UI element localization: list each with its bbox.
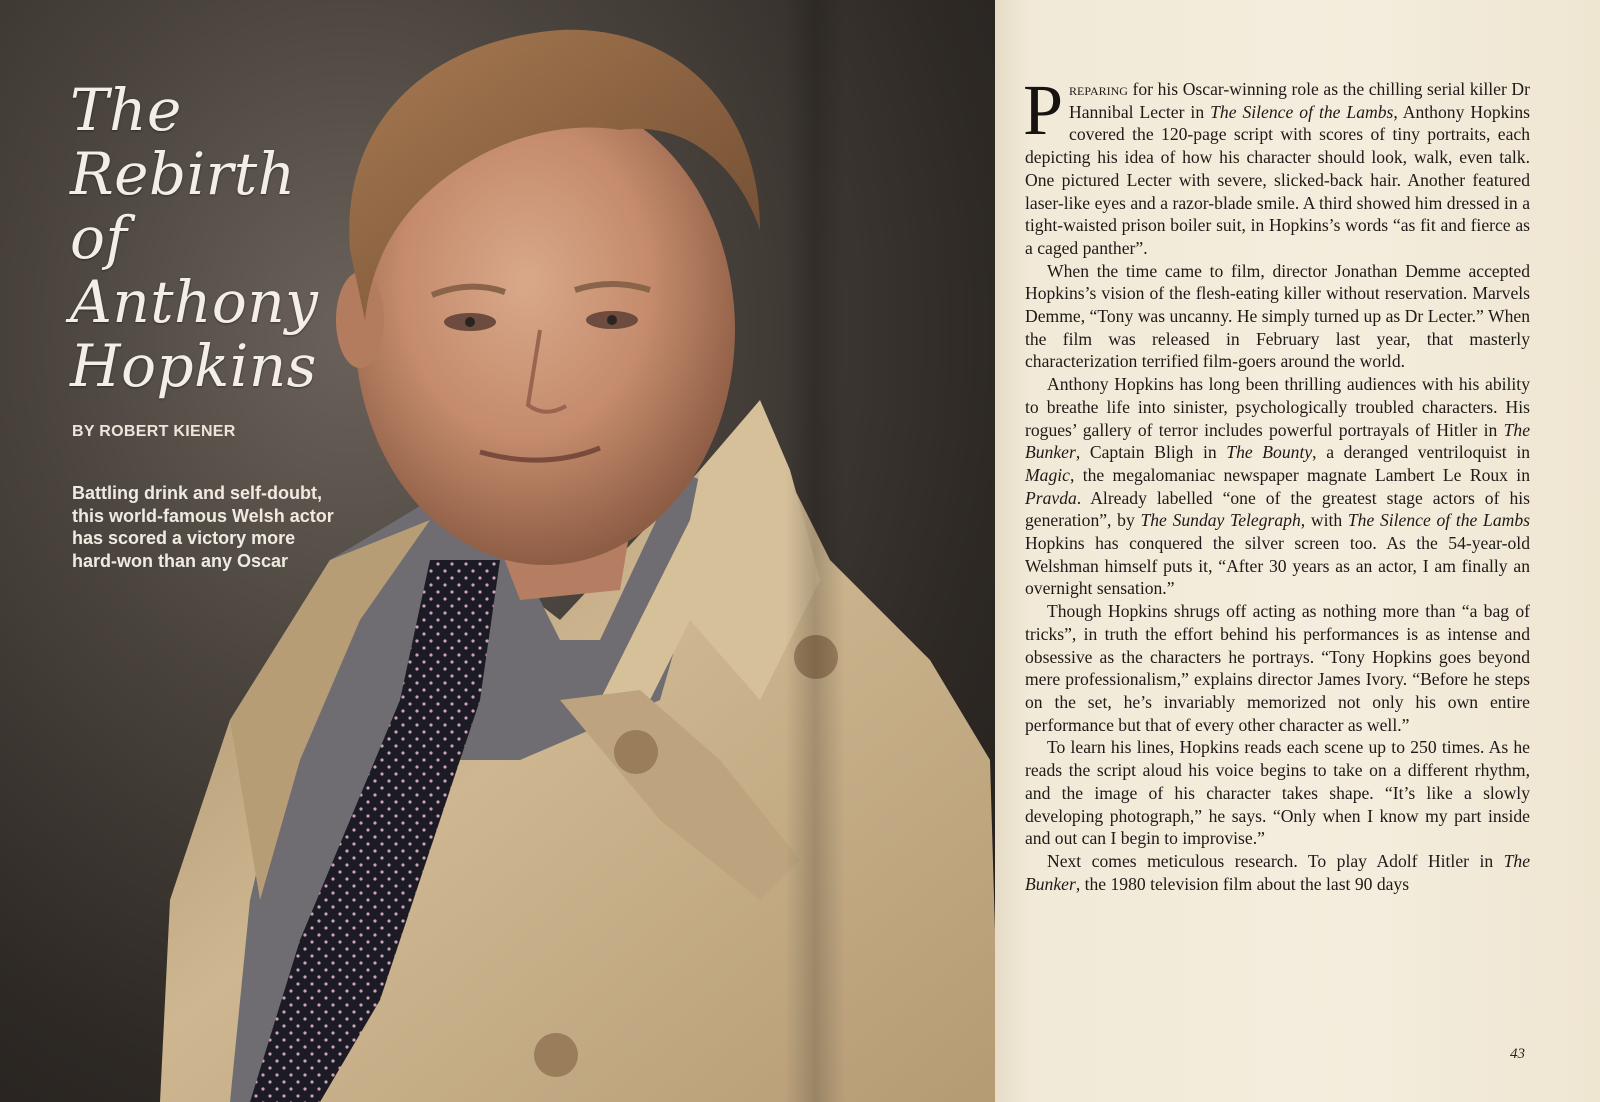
paragraph-6 [1025,850,1530,895]
text-run: , Captain Bligh in [1075,442,1227,463]
headline-line: The [70,76,182,144]
film-title: The Bunker [1025,419,1530,463]
publication-title: The Sunday Telegraph [1140,510,1301,531]
headline-line: Hopkins [70,332,317,400]
headline-line: of [70,204,128,272]
text-run: Hopkins has conquered the silver screen too. As the 54-year-old Welshman himself puts it, “After 30 years as an actor, I am finally an overnight sensation.” [1025,533,1530,599]
paragraph-2: When the time came to film, director Jonathan Demme accepted Hopkins’s vision of the flesh-eating killer without reservation. Marvels Demme, “Tony was uncanny. He simply turned up as Dr Lecter.” When the film was released in February last year, that masterly characterization terrified film-goers around the world. [1025,260,1530,372]
text-run: , the 1980 television film about the last 90 days [1075,873,1410,894]
gutter-shadow [785,0,845,1102]
standfirst-line: has scored a victory more [72,528,296,548]
film-title: Magic [1025,464,1070,485]
standfirst [72,482,392,572]
text-run: , Anthony Hopkins covered the 120-page script with scores of tiny portraits, each depicting his idea of how his character should look, walk, even talk. One pictured Lecter with severe, slicked-back hair. Another featured laser-like eyes and a razor-blade smile. A third showed him dressed in a tight-waisted prison boiler suit, in Hopkins’s words “as fit and fierce as a caged panther”. [1025,101,1530,258]
text-run: , a deranged ventriloquist in [1312,442,1531,463]
paragraph-5: To learn his lines, Hopkins reads each scene up to 250 times. As he reads the script aloud his voice begins to take on a different rhythm, and the image of his character takes shape. “It’s like a slowly developing photograph,” he says. “Only when I know my part inside and out can I begin to improvise.” [1025,737,1530,849]
film-title: The Bounty [1226,442,1313,463]
article-body [1023,70,1531,895]
text-run: , the megalomaniac newspaper magnate Lambert Le Roux in [1069,464,1530,485]
text-run: Next comes meticulous research. To play Adolf Hitler in [1047,850,1504,871]
film-title: The Silence of the Lambs [1347,510,1530,531]
text-run: for his Oscar-winning role as the chilling serial killer Dr Hannibal Lecter in [1069,79,1530,122]
headline-line: Rebirth [70,140,296,208]
paragraph-1 [1023,70,1530,260]
standfirst-line: hard-won than any Oscar [72,550,289,571]
paragraph-4: Though Hopkins shrugs off acting as nothing more than “a bag of tricks”, in truth the effort behind his performances is as intense and obsessive as the characters he portrays. “Tony Hopkins goes beyond mere professionalism,” explains director James Ivory. “Before he steps on the set, he’s invariably memorized not only his own entire performance but that of every other character as well.” [1025,601,1530,735]
byline: BY ROBERT KIENER [72,423,236,440]
small-caps-lead: reparing [1069,79,1128,99]
standfirst-line: Battling drink and self-doubt, [72,483,322,503]
text-run: . Already labelled “one of the greatest stage actors of his generation”, by [1025,487,1530,531]
film-title: Pravda [1025,487,1077,508]
text-run: , with [1300,510,1348,531]
film-title: The Bunker [1025,850,1530,894]
paragraph-3 [1025,373,1530,600]
page-number: 43 [1510,1046,1525,1062]
drop-cap: P [1023,70,1064,150]
film-title: The Silence of the Lambs [1210,101,1394,122]
headline [70,78,370,398]
headline-line: Anthony [70,268,319,336]
standfirst-line: this world-famous Welsh actor [72,505,334,526]
text-run: Anthony Hopkins has long been thrilling audiences with his ability to breathe life into sinister, psychologically troubled characters. His rogues’ gallery of terror includes powerful portrayals of Hitler in [1025,374,1530,440]
